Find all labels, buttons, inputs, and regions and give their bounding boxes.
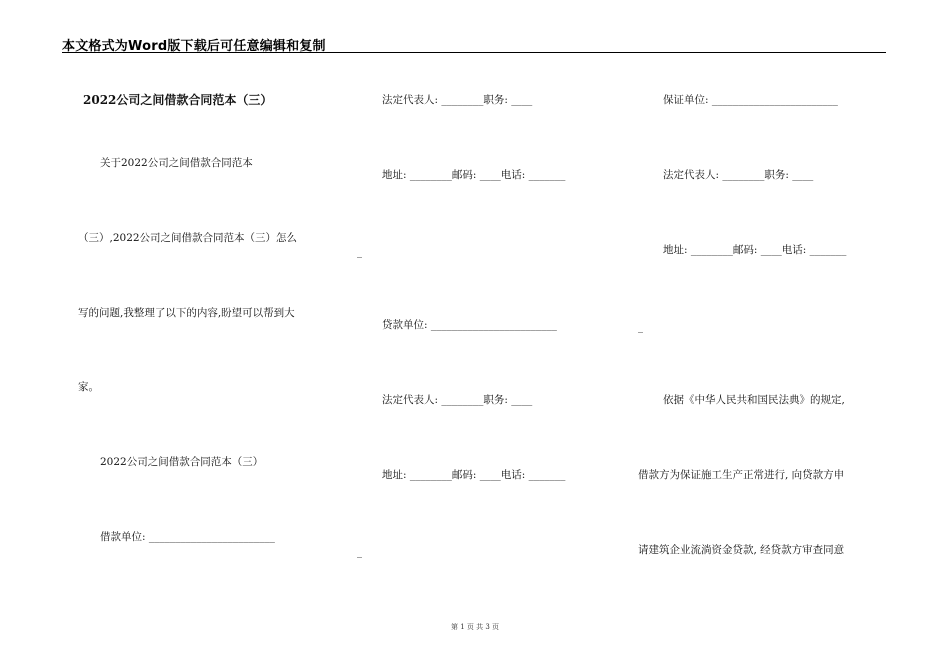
address-field-1: 地址: ________邮码: ____电话: _______: [382, 169, 566, 181]
body-line-3: 请建筑企业流淌资金贷款, 经贷款方审查同意: [638, 544, 845, 556]
column-3: [620, 0, 900, 672]
column-1: [0, 0, 330, 672]
intro-line-4: 家。: [78, 381, 99, 393]
dash-mark-2: _: [357, 547, 362, 558]
borrower-field: 借款单位: ________________________: [100, 531, 275, 543]
contract-subtitle: 2022公司之间借款合同范本（三）: [100, 456, 264, 468]
dash-mark-1: _: [357, 247, 362, 258]
dash-mark-3: _: [638, 322, 643, 333]
column-2: [330, 0, 620, 672]
intro-line-1: 关于2022公司之间借款合同范本: [100, 157, 253, 169]
address-field-3: 地址: ________邮码: ____电话: _______: [663, 244, 847, 256]
legal-rep-field-1: 法定代表人: ________职务: ____: [382, 94, 533, 106]
intro-line-2: （三）,2022公司之间借款合同范本（三）怎么: [78, 232, 298, 244]
address-field-2: 地址: ________邮码: ____电话: _______: [382, 469, 566, 481]
page-number: 第 1 页 共 3 页: [450, 623, 500, 631]
lender-field: 贷款单位: ________________________: [382, 319, 557, 331]
body-line-2: 借款方为保证施工生产正常进行, 向贷款方申: [638, 469, 845, 481]
page-header-title: 本文格式为Word版下载后可任意编辑和复制: [62, 39, 326, 54]
body-line-1: 依据《中华人民共和国民法典》的规定,: [663, 394, 845, 406]
contract-title: 2022公司之间借款合同范本（三）: [83, 93, 273, 107]
legal-rep-field-3: 法定代表人: ________职务: ____: [663, 169, 814, 181]
guarantor-field: 保证单位: ________________________: [663, 94, 838, 106]
legal-rep-field-2: 法定代表人: ________职务: ____: [382, 394, 533, 406]
intro-line-3: 写的问题,我整理了以下的内容,盼望可以帮到大: [78, 307, 295, 319]
